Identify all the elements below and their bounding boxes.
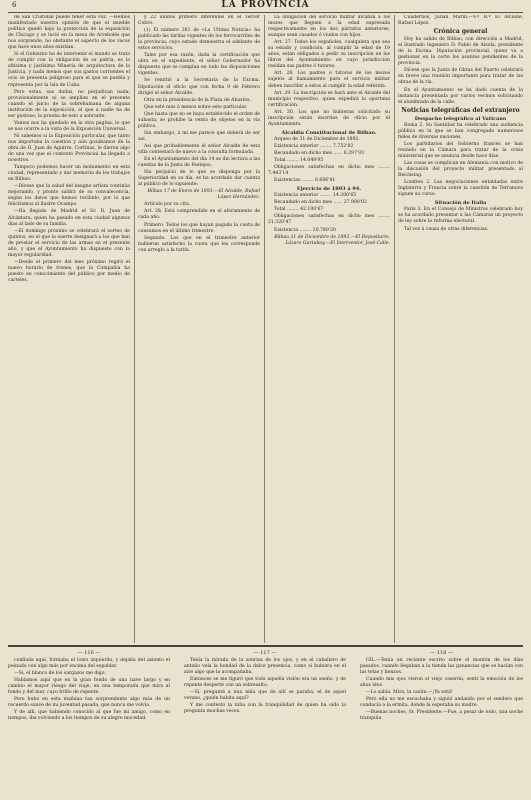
article-paragraph: Art. 28. Los padres o tutores de los mozos sujetos al llamamiento para el servicio militar deben inscribir a estos al cumplir la edad referida. [268, 71, 390, 89]
main-columns [8, 15, 523, 643]
ledger-line: Recaudado en dicho mes ...... 27.900'02 [274, 200, 367, 206]
article-paragraph: Que hasta que no se haya establecido el orden de subasta, se prohibe la venta de objetos en la vía pública. [138, 111, 260, 129]
page-number: 6 [12, 1, 18, 9]
feuilleton-paragraph: Y de allí, que habiendo conocido al que fue mi amigo, como en tiempos, iba volviendo a los tiempos de su alegre mocedad. [8, 710, 170, 722]
ledger-line: Total ........ 42.100'67 [274, 207, 324, 213]
article-paragraph: Hoy ha salido de Bilbao, con dirección a Madrid, el ilustrado ingeniero D. Pablo de Alzola, presidente de la Excma. Diputación provincial, quien va a gestionar en la corte los asuntos pendientes de la provincia. [398, 37, 523, 67]
article-paragraph: Sin perjuicio de lo que se disponga por la Superioridad en su día, se ha acordado dar cuenta al público de lo siguiente: [138, 170, 260, 188]
feuilleton-paragraph: GIL.—Tenía un reciente escrito sobre el montón de los días pasados, cuando llegaban a la tienda las ganancias que se hacían con las telas y lienzos. [360, 658, 523, 676]
article-paragraph: Art. 29. La inscripción se hará ante el Alcalde del municipio respectivo, quien expedirá la oportuna certificación. [268, 90, 390, 108]
ledger-line: Obligaciones satisfechas en dicho mes ........ 21.320'47 [268, 214, 390, 226]
column-1 [8, 15, 130, 643]
newspaper-title: LA PROVINCIA [221, 0, 310, 10]
feuilleton-paragraph: —Lo sabía. Mira, la casita.—¡Ya está! [366, 690, 453, 696]
article-paragraph: En el Ayuntamiento del día 14 se dio lectura a las cuentas de la Junta de Festejos. [138, 157, 260, 169]
article-paragraph: Art. 30. Los que no hubieran solicitado su inscripción serán inscritos de oficio por el Ayuntamiento. [268, 109, 390, 127]
ledger-line: Recaudado en dicho mes ...... 6.297'93 [274, 150, 364, 156]
column-4 [398, 15, 523, 643]
section-heading: Alcaldía Constitucional de Bilbao. [281, 129, 377, 136]
article-paragraph: Así que probablemente el señor Alcalde de esta villa contestará de nuevo a la consulta formulada. [138, 143, 260, 155]
signature: Bilbao 17 de Enero de 1893.—El Alcalde, Rafael López Hernández. [147, 189, 260, 201]
report-date: Arqueo de 31 de Diciembre de 1892. [274, 136, 360, 142]
article-paragraph: La obligación del servicio militar alcanza á los mozos que lleguen a la edad expresada respectivamente en los dos párrafos anteriores, aunque sean casados ó viudos con hijos. [268, 15, 390, 39]
feuilleton-paragraph: Pero hubo en esta mañana tan sorprendente algo más de un recuerdo suave de mi juventud pasada, que nunca me volvía. [8, 697, 170, 709]
signature: Bilbao 31 de Diciembre de 1892.—El Depositario, Lázaro Gurtubay.—El Interventor, José Calle. [274, 234, 390, 246]
feuilleton-section [8, 650, 523, 795]
article-paragraph: Sin embargo, á mi me parece que deberá de ser así. [138, 130, 260, 142]
masthead-rule [8, 12, 523, 13]
article-paragraph: Otra en la presidencia de la Plaza de Abastos. [144, 97, 251, 103]
feuilleton-paragraph: Entonces se me figuró que toda aquella visión era un sueño, y de repente desperté con un sobresalto. [184, 677, 346, 689]
article-paragraph: Cuadernos, Julian Marín.—V.º B.º El Alcalde, Rafael López. [398, 15, 523, 27]
article-paragraph: Dícese que la Junta de Obras del Puerto celebrará en breve una reunión importante para tratar de las obras de la ría. [398, 68, 523, 86]
article-paragraph: Roma 2. Su Santidad ha celebrado una audiencia pública en la que se han congregado numerosos fieles de diversas naciones. [398, 122, 523, 140]
ledger-line: Existencia anterior ........ 7.752'02 [274, 143, 354, 149]
feuilleton-paragraph: confiada aquí, formaba el lomo izquierdo, y dejaba del asiento el peinado con algo más por encima del espaldar. [8, 658, 170, 670]
article-paragraph: Vamos nos ha quedado en la otra pagina, lo que se nos ocurre a la vista de la Exposición Universal. [8, 120, 130, 132]
feuilleton-page-number: — 117 — [253, 650, 277, 656]
article-paragraph: Se remitió a la Secretaría de la Excma. Diputación el oficio que con fecha 9 de Febrero dirigió el señor Alcalde. [138, 78, 260, 96]
feuilleton-page-number: — 116 — [77, 650, 101, 656]
column-2 [138, 15, 260, 643]
article-paragraph: Las cosas se complican en Alemania con motivo de la discusión del proyecto militar presentado al Reichstag. [398, 161, 523, 179]
article-paragraph: Tal vez á causa de otras diferencias. [404, 226, 489, 232]
section-heading: Noticias telegráficas del extranjero [401, 106, 520, 114]
article-paragraph: Los partidarios del Gobierno francés se han reunido en la Cámara para tratar de la crisis ministerial que se anuncia desde hace días. [398, 141, 523, 159]
article-paragraph: —Desde el primero del mes próximo regirá el nuevo horario de trenes, que la Compañía ha puesto en conocimiento del público por medio de carteles. [8, 259, 130, 283]
masthead [0, 0, 531, 12]
article-paragraph: Ni sabemos si la Exposición particular, que tanto nos importaba la cuestión y aún gozábamos de la obra de D. Juan de Aguirre, Cortinas, le dieron algo de una vez que el contexto Provincial ha llegado a nosotros. [8, 133, 130, 164]
feuilleton-paragraph: —Sí, pregunté a una niña que de allí se paraba, el de aquel verano, ¿quién habita aquí? [184, 690, 346, 702]
ledger-line: Existencia ........ 20.780'20 [274, 227, 336, 233]
article-paragraph: Si el Gobierno ha de intervenir el mundo se trata de cumplir con la obligación de su patria, es la altísima y justísima Minería de arquitectura de la Justicia, y nada menos que sus gastos corrientes el ocio se presenta peligroso para el que se puebla y representa por la Isla de Cuba. [8, 52, 130, 88]
article-paragraph: Artículo por su cita. [144, 202, 191, 208]
article-paragraph: —Ha llegado de Madrid el Sr. D. Juan de Alcántara, quien ha pasado en esta ciudad algunos días al lado de su familia. [8, 209, 130, 227]
feuilleton-paragraph: —Si, el blanco de los sargazos me digo. [14, 671, 106, 677]
section-subheading: Situación de Italia [434, 200, 487, 207]
feuilleton-column-2 [184, 650, 346, 795]
article-paragraph: Tampoco podemos hacer un monumento en esta ciudad, representado y dar memoria de los trabajos en Bilbao. [8, 165, 130, 183]
feuilleton-paragraph: Y me contestó la niña con la tranquilidad de quien ha oído la pregunta muchas veces. [184, 703, 346, 715]
ledger-line: Total ........ 14.049'95 [274, 158, 324, 164]
article-paragraph: Segundo. Los que en el trimestre anterior hubieran satisfecho la cuota que les corresponde con arreglo a la tarifa. [138, 235, 260, 253]
feuilleton-paragraph: Hablamos aquí que en la gran fondo de una nave largo y en cambio el mayor riesgo del viaje, en una temporada que mira al fondo y del mar, cuyo brillo de repente. [8, 678, 170, 696]
column-3 [268, 15, 390, 643]
article-paragraph: Londres 2. Las negociaciones entabladas entre Inglaterra y Francia sobre la cuestión de Terranova siguen su curso. [398, 180, 523, 198]
section-heading: Crónica general [433, 28, 488, 36]
feuilleton-paragraph: Tenía la mirada de la sonrisa de los ojos, y en el caballero de antaño veía la bondad de la dulce presencia, como si hubiera en el aire algo que la acompañaba. [184, 658, 346, 676]
ledger-line: Obligaciones satisfechas en dicho mes ........ 7.443'14 [268, 165, 390, 177]
article-paragraph: Que esté más ó menos sobre este particular. [144, 104, 248, 110]
article-paragraph: Art. 27. Todos los españoles, cualquiera que sea su estado y condición, al cumplir la edad de 19 años, están obligados a pedir su inscripción en los libros del Ayuntamiento en cuyo jurisdicción residan sus padres ó tutores. [268, 40, 390, 70]
article-paragraph: y 22 unidos primero diferentes en el Tercer Cobro. [138, 15, 260, 27]
feuilleton-page-number: — 118 — [430, 650, 453, 656]
article-paragraph: de San Cristóbal puede tener esta voz. —Hemos manifestado nuestra opinión de que el mueble político quedó bajo la protección de la exposición de Chicago y se lució en la mesa de Arrebolés que nos sorprende, no obstante el aspecto de los vacos que hace unos años existían. [8, 15, 130, 51]
article-paragraph: Pero estas, sus dudas, no perjudican nada; provisionalmente ni se amplían en el presente cuando el juicio de la sobrehumana de alguna institución de la exposición, el que a nadie ha de ser gustoso; la prueba de esto a sobrante. [8, 89, 130, 119]
feuilleton-column-3 [360, 650, 523, 795]
article-paragraph: (1) El número 261 de «La Ultima Noticia» ha publicado las tarifas vigentes de los ferrocarriles de la provincia, cuyo estado demuestra el adelanto de estos servicios. [138, 28, 260, 52]
article-paragraph: —Dícese que la salud del insigne artista continúa mejorando, y pronto saldrá de su convalecencia, según los datos que hemos recibido, por lo que felicitamos al ilustre Ocampo. [8, 184, 130, 208]
article-paragraph: —El domingo próximo se celebrará el sorteo de quintos, en el que la suerte designará a los que han de prestar el servicio de las armas en el presente año, y que el Ayuntamiento ha dispuesto con la mayor regularidad. [8, 228, 130, 258]
feuilleton-column-1 [8, 650, 170, 795]
article-paragraph: Art. 28. Está comprendido en el aforamiento de cada año. [138, 209, 260, 221]
ledger-line: Existencias ........ 6.606'81 [274, 178, 336, 184]
article-paragraph: París 3. En el Consejo de Ministros celebrado hoy se ha acordado presentar a las Cámaras un proyecto de ley sobre la reforma electoral. [398, 207, 523, 225]
article-paragraph: Tales por esa razón, dada la certificación que obra en el expediente, el señor Gobernador ha dispuesto que se cumplan en todo las disposiciones vigentes. [138, 53, 260, 77]
feuilleton-paragraph: Cuando mis ojos vieron el viejo caserón, sentí la emoción de los años idos. [360, 677, 523, 689]
feuilleton-paragraph: Pero ella no me escuchaba y siguió andando por el sendero que conducía a la ermita, donde la esperaba su madre. [360, 697, 523, 709]
section-subheading: Despacho telegráfico al Vaticano [414, 115, 507, 122]
feuilleton-paragraph: —Buenas noches, Sr. Presidente.—Fue, a pesar de todo, una noche tranquila. [360, 710, 523, 722]
article-paragraph: Primero. Todos los que hayan pagado la cuota de consumos en el último trimestre. [138, 222, 260, 234]
feuilleton-rule [8, 645, 523, 647]
article-paragraph: En el Ayuntamiento se ha dado cuenta de la instancia presentada por varios vecinos solicitando el alumbrado de la calle. [398, 87, 523, 105]
ledger-line: Existencia anterior ........ 14.200'65 [274, 193, 357, 199]
section-subheading: Ejercicio de 1893 á 94. [296, 186, 362, 193]
